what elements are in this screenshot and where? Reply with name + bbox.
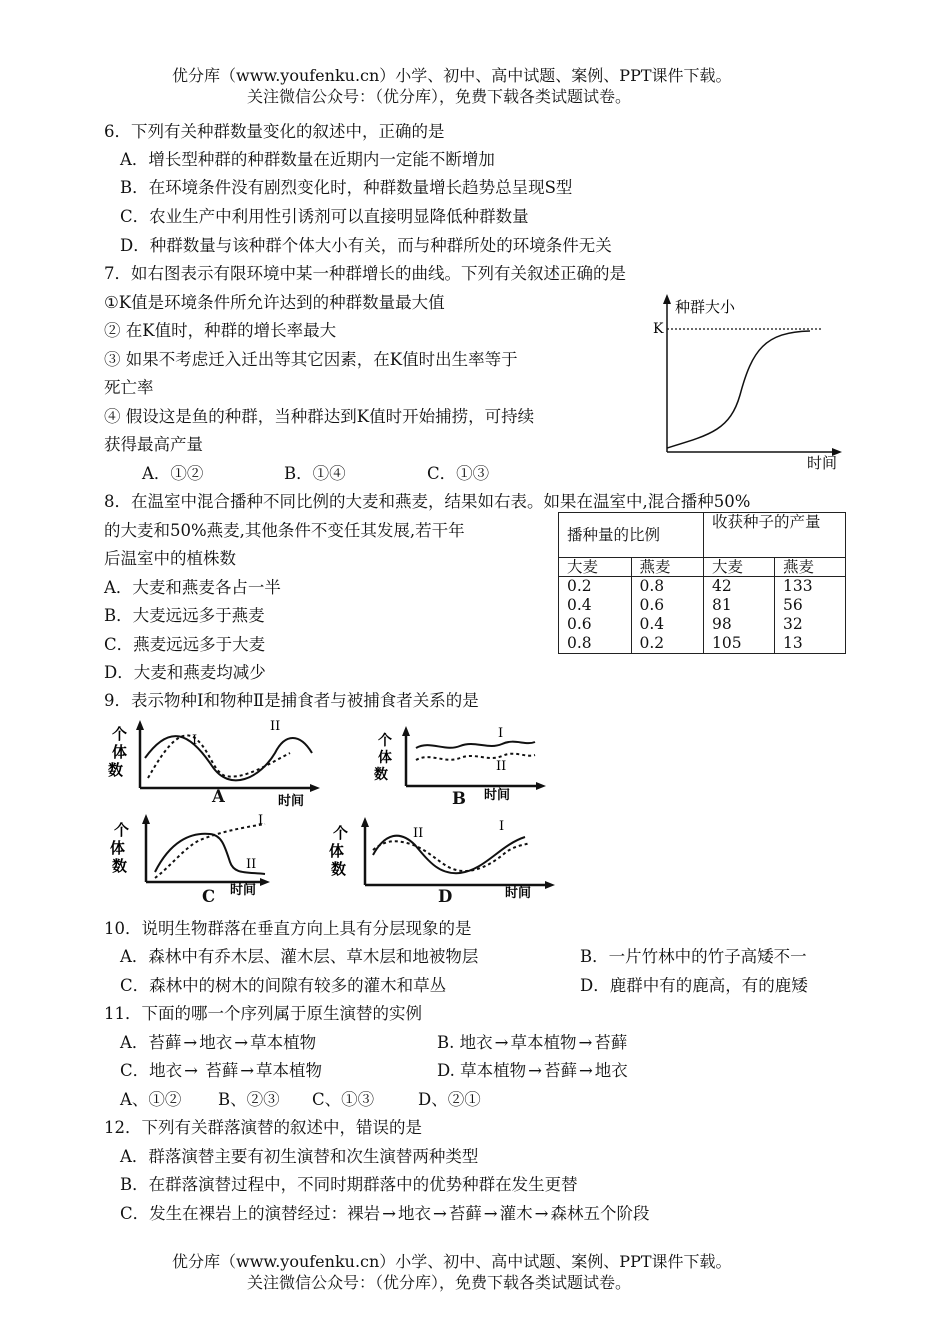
q9-graph-d-letter: D	[438, 887, 453, 906]
q12-option-b: B．在群落演替过程中，不同时期群落中的优势种群在发生更替	[120, 1175, 578, 1194]
q8-option-c: C．燕麦远远多于大麦	[104, 635, 266, 654]
q7-statement-4a: ④ 假设这是鱼的种群，当种群达到K值时开始捕捞，可持续	[104, 407, 535, 426]
q11-b-step-3: 苔藓	[594, 1033, 628, 1052]
q9-graph-b-letter: B	[452, 789, 466, 808]
q8-stem-line-2: 的大麦和50%燕麦,其他条件不变任其发展,若干年	[104, 521, 465, 540]
q7-y-arrow	[663, 294, 671, 304]
q8-col-barley-ratio: 0.2 0.4 0.6 0.8	[559, 577, 632, 654]
q9-graph-d-y-label-3: 数	[331, 860, 347, 878]
q9-graph-c-label-two: II	[246, 857, 257, 872]
q11-c-step-1: C．地衣	[120, 1061, 183, 1080]
q11-choice-a: A、①②	[120, 1090, 182, 1109]
q8-option-d: D．大麦和燕麦均减少	[104, 663, 266, 682]
q7-stem: 7．如右图表示有限环境中某一种群增长的曲线。下列有关叙述正确的是	[104, 264, 626, 283]
arrow-icon: →	[534, 1204, 549, 1223]
q9-graph-a-y-label-1: 个	[112, 725, 128, 743]
q11-sequence-b	[437, 1032, 627, 1054]
q6-option-b: B．在环境条件没有剧烈变化时，种群数量增长趋势总呈现S型	[120, 178, 573, 197]
q7-k-label: K	[653, 321, 664, 337]
q9-graph-c-y-label-2: 体	[110, 839, 126, 857]
q9-graph-b-y-label-3: 数	[374, 767, 388, 783]
q12-c-part-4: 灌木	[499, 1204, 533, 1223]
q9-graph-a-y-label-3: 数	[108, 761, 124, 779]
q9-graph-a-y-label-2: 体	[112, 743, 128, 761]
header-line-1: 优分库（www.youfenku.cn）小学、初中、高中试题、案例、PPT课件下载。	[172, 66, 732, 85]
q7-growth-curve-graph	[640, 290, 850, 475]
q11-choice-b: B、②③	[218, 1090, 280, 1109]
q7-option-c: C．①③	[427, 464, 490, 483]
q11-sequence-d	[437, 1060, 628, 1082]
q8-col-barley-yield: 42 81 98 105	[704, 577, 775, 654]
q11-a-step-3: 草本植物	[250, 1033, 317, 1052]
q9-graph-b-y-label-1: 个	[378, 733, 392, 749]
q11-a-step-2: 地衣	[199, 1033, 233, 1052]
q11-c-step-3: 草本植物	[256, 1061, 323, 1080]
arrow-icon: →	[494, 1033, 509, 1052]
q12-c-part-5: 森林五个阶段	[550, 1204, 650, 1223]
q9-graph-c-letter: C	[202, 887, 216, 906]
q8-option-b: B．大麦远远多于燕麦	[104, 606, 265, 625]
q9-graph-c	[100, 812, 290, 897]
q11-d-step-2: 苔藓	[543, 1061, 577, 1080]
q6-option-c: C．农业生产中利用性引诱剂可以直接明显降低种群数量	[120, 207, 529, 226]
q9-graph-b-x-label: 时间	[484, 788, 511, 802]
q9-graph-d-y-label-2: 体	[329, 842, 345, 860]
q10-option-a: A．森林中有乔木层、灌木层、草木层和地被物层	[120, 947, 479, 966]
q7-x-label: 时间	[807, 454, 838, 472]
q8-option-a: A．大麦和燕麦各占一半	[104, 578, 281, 597]
q9-graph-b-y-label-2: 体	[378, 750, 392, 766]
q8-table-header-ratio: 播种量的比例	[559, 513, 704, 558]
q11-stem: 11．下面的哪一个序列属于原生演替的实例	[104, 1004, 422, 1023]
q8-table-subheader-row	[559, 558, 846, 577]
q11-choice-d: D、②①	[418, 1090, 481, 1109]
q12-c-part-2: 地衣	[397, 1204, 431, 1223]
arrow-icon: →	[234, 1033, 249, 1052]
q11-choice-c: C、①③	[312, 1090, 375, 1109]
q11-d-step-3: 地衣	[594, 1061, 628, 1080]
q9-graph-d-label-one: I	[499, 819, 505, 834]
q8-stem-line-3: 后温室中的植株数	[104, 549, 236, 568]
arrow-icon: →	[483, 1204, 498, 1223]
q8-col-oat-yield: 133 56 32 13	[775, 577, 846, 654]
q11-d-step-1: D. 草本植物	[437, 1061, 527, 1080]
arrow-icon: →	[382, 1204, 396, 1223]
arrow-icon: →	[240, 1061, 255, 1080]
q11-sequence-c	[120, 1060, 322, 1082]
q9-graph-a-x-label: 时间	[278, 794, 305, 808]
q9-graph-b-label-one: I	[498, 726, 504, 741]
q7-statement-2: ② 在K值时，种群的增长率最大	[104, 321, 337, 340]
q12-option-a: A．群落演替主要有初生演替和次生演替两种类型	[120, 1147, 479, 1166]
q12-option-c	[120, 1203, 649, 1225]
q6-option-a: A．增长型种群的种群数量在近期内一定能不断增加	[120, 150, 495, 169]
q9-graph-d-x-label: 时间	[505, 886, 532, 900]
arrow-icon: →	[432, 1204, 447, 1223]
q8-table-data-row	[559, 577, 846, 654]
q9-graph-d-label-two: II	[413, 826, 424, 841]
q7-s-curve	[667, 331, 810, 448]
q10-option-d: D．鹿群中有的鹿高，有的鹿矮	[580, 976, 808, 995]
q8-table-sub-oat-yield: 燕麦	[775, 558, 846, 577]
arrow-icon: →	[578, 1033, 593, 1052]
q12-c-part-3: 苔藓	[448, 1204, 482, 1223]
q11-a-step-1: A．苔藓	[120, 1033, 182, 1052]
q8-col-oat-ratio: 0.8 0.6 0.4 0.2	[631, 577, 704, 654]
q9-graph-c-label-one: I	[258, 813, 264, 828]
arrow-icon: →	[184, 1061, 198, 1080]
q11-c-step-2: 苔藓	[199, 1061, 239, 1080]
q7-statement-4b: 获得最高产量	[104, 435, 203, 454]
q6-option-d: D．种群数量与该种群个体大小有关，而与种群所处的环境条件无关	[120, 236, 612, 255]
q10-option-b: B．一片竹林中的竹子高矮不一	[580, 947, 807, 966]
q8-table-header-yield: 收获种子的产量	[704, 513, 846, 558]
q7-statement-3a: ③ 如果不考虑迁入迁出等其它因素，在K值时出生率等于	[104, 350, 518, 369]
q9-graph-b-label-two: II	[496, 759, 507, 774]
q11-sequence-a	[120, 1032, 316, 1054]
q6-stem: 6．下列有关种群数量变化的叙述中，正确的是	[104, 122, 445, 141]
q11-b-step-2: 草本植物	[510, 1033, 577, 1052]
q9-graph-a-letter: A	[212, 787, 225, 806]
q8-table-header-row	[559, 513, 846, 558]
q9-stem: 9．表示物种Ⅰ和物种Ⅱ是捕食者与被捕食者关系的是	[104, 691, 479, 710]
q7-y-label: 种群大小	[675, 298, 736, 316]
arrow-icon: →	[578, 1061, 593, 1080]
q10-option-c: C．森林中的树木的间隙有较多的灌木和草丛	[120, 976, 447, 995]
q8-table-sub-oat-ratio: 燕麦	[631, 558, 704, 577]
q7-option-a: A．①②	[142, 464, 204, 483]
q9-graph-a-label-two: II	[270, 719, 281, 734]
q11-b-step-1: B. 地衣	[437, 1033, 493, 1052]
q9-graph-c-y-label-1: 个	[114, 821, 130, 839]
q12-c-part-1: C．发生在裸岩上的演替经过：裸岩	[120, 1204, 381, 1223]
q7-option-b: B．①④	[284, 464, 346, 483]
arrow-icon: →	[183, 1033, 198, 1052]
q8-table-sub-barley-yield: 大麦	[704, 558, 775, 577]
q7-statement-3b: 死亡率	[104, 378, 154, 397]
q9-graph-c-x-label: 时间	[230, 883, 257, 897]
q12-stem: 12．下列有关群落演替的叙述中，错误的是	[104, 1118, 422, 1137]
q9-graph-d-y-label-1: 个	[333, 824, 349, 842]
footer-line-1: 优分库（www.youfenku.cn）小学、初中、高中试题、案例、PPT课件下载。	[172, 1252, 732, 1271]
q9-graph-a-label-one: I	[192, 733, 198, 748]
footer-line-2: 关注微信公众号：（优分库），免费下载各类试题试卷。	[247, 1273, 632, 1292]
q8-stem-line-1: 8．在温室中混合播种不同比例的大麦和燕麦，结果如右表。如果在温室中,混合播种50%	[104, 492, 751, 511]
header-line-2: 关注微信公众号：（优分库），免费下载各类试题试卷。	[247, 87, 632, 106]
q10-stem: 10．说明生物群落在垂直方向上具有分层现象的是	[104, 919, 472, 938]
q8-table-sub-barley-ratio: 大麦	[559, 558, 632, 577]
q7-statement-1: ①K值是环境条件所允许达到的种群数量最大值	[104, 293, 445, 312]
arrow-icon: →	[528, 1061, 542, 1080]
q9-graph-c-y-label-3: 数	[112, 857, 128, 875]
q8-seed-table	[558, 512, 846, 654]
